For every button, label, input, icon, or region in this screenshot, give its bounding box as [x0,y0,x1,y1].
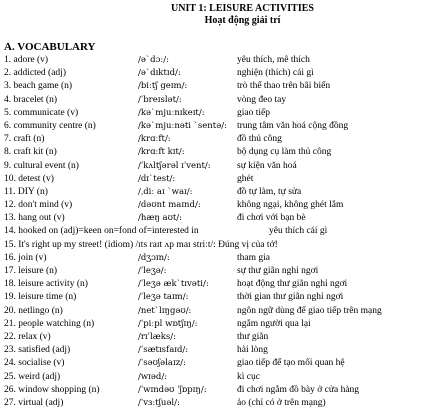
vocab-word: 16. join (v) [4,252,47,263]
vocab-item [4,357,433,370]
vocab-word: 17. leisure (n) [4,266,58,276]
vocab-pronunciation: /ˈsəʊʃəlaɪz/: [138,358,186,369]
vocab-pronunciation: /ˈvɜːtʃuəl/: [138,397,180,408]
vocab-word: 12. don't mind (v) [4,200,73,211]
vocab-word: 24. socialise (v) [4,358,65,369]
vocab-pronunciation: /kə`mjuːnɪkeɪt/: [138,107,205,118]
vocab-item [4,384,433,397]
vocab-word: 1. adore (v) [4,55,49,65]
vocab-pronunciation: /ˈwɪndəʊ ˈʃɒpɪŋ/: [138,384,207,395]
vocab-word: 26. window shopping (n) [4,384,100,395]
vocab-item [4,107,433,120]
vocab-item [4,331,433,344]
vocab-meaning: trung tâm văn hoá cộng đồng [237,120,349,131]
vocab-word: 4. bracelet (n) [4,94,58,105]
vocab-word: 2. addicted (adj) [4,68,66,79]
vocab-pronunciation: /krɑːft kɪt/: [138,147,185,158]
vocab-item [4,212,433,225]
vocab-item [4,305,433,318]
vocab-pronunciation: /hæŋ aʊt/: [138,213,182,224]
vocab-meaning: trò thể thao trên bãi biển [237,81,331,92]
vocab-pronunciation: /biːtʃ geɪm/: [138,81,188,92]
vocab-meaning: ngắm người qua lại [237,318,311,329]
vocab-word: 23. satisfied (adj) [4,345,71,356]
vocab-item [4,94,433,107]
vocab-full-line: 14. hooked on (adj)=keen on=fond of=interested in [4,226,199,237]
vocab-meaning: ngôn ngữ dùng để giao tiếp trên mạng [237,305,382,316]
vocab-pronunciation: /krɑːft/: [138,134,171,145]
vocab-word: 22. relax (v) [4,331,51,342]
vocab-item [4,252,433,265]
vocab-item [4,278,433,291]
vocab-pronunciation: /ˈkʌltʃərəl ɪˈvent/: [138,160,211,171]
vocab-word: 18. leisure activity (n) [4,279,88,290]
vocab-meaning: bộ dụng cụ làm thủ công [237,147,332,158]
vocab-item [4,225,433,238]
vocab-meaning: đi chơi ngắm đồ bày ở cửa hàng [237,384,360,395]
vocab-pronunciation: /kə`mjuːnəti `sentə/: [138,120,227,131]
vocab-meaning: đi chơi với bạn bè [237,213,306,224]
vocab-meaning: thời gian thư giãn nghỉ ngơi [237,292,344,303]
vocab-meaning: giao tiếp để tạo mối quan hệ [237,358,345,369]
vocab-word: 6. community centre (n) [4,120,96,131]
vocab-item [4,265,433,278]
vocab-word: 5. communicate (v) [4,107,79,118]
vocab-full-line: 15. It's right up my street! (idiom) /ɪts raɪt ʌp maɪ striːt/: Đúng vị của tớ! [4,239,278,250]
vocab-meaning: ghét [237,173,254,184]
vocab-item [4,54,433,67]
vocab-item [4,67,433,80]
vocabulary-list [4,54,433,410]
vocab-meaning: không ngại, không ghét lắm [237,200,344,211]
vocab-meaning: thư giãn [237,331,269,342]
vocab-pronunciation: /ˈpiːpl wɒtʃɪŋ/: [138,318,198,329]
vocab-meaning: ảo (chỉ có ở trên mạng) [237,397,326,408]
vocab-pronunciation: /ˈsætɪsfaɪd/: [138,345,189,356]
vocab-word: 11. DIY (n) [4,186,48,197]
vocab-word: 7. craft (n) [4,134,45,145]
vocab-meaning: nghiện (thích) cái gì [237,68,314,79]
vocab-meaning: giao tiếp [237,107,270,118]
vocab-item [4,160,433,173]
vocab-item [4,173,433,186]
vocab-item [4,318,433,331]
vocab-pronunciation: /net`lɪŋgəʊ/: [138,305,192,316]
vocab-pronunciation: /wɪəd/: [138,371,168,382]
vocab-item [4,186,433,199]
vocab-meaning: hoạt động thư giãn nghỉ ngơi [237,279,348,290]
section-heading: A. VOCABULARY [4,41,96,53]
vocab-item [4,239,433,252]
vocab-meaning: đồ thủ công [237,134,282,145]
vocab-meaning: vòng đeo tay [237,94,287,105]
vocab-meaning: hài lòng [237,345,268,356]
vocab-item [4,133,433,146]
vocab-item [4,120,433,133]
vocab-pronunciation: /ˈleʒə taɪm/: [138,292,189,303]
vocab-pronunciation: /ˈleʒə/: [138,266,167,276]
vocab-pronunciation: /ˈbreɪslət/: [138,94,182,105]
vocab-pronunciation: /dəʊnt maɪnd/: [138,200,201,211]
vocab-pronunciation: /ə`dɔː/: [138,55,169,65]
unit-subtitle: Hoạt động giải trí [204,15,281,26]
vocab-word: 27. virtual (adj) [4,397,64,408]
vocab-item [4,80,433,93]
vocab-meaning: yêu thích cái gì [269,226,328,237]
vocab-pronunciation: /ə`dɪktɪd/: [138,68,181,79]
unit-title: UNIT 1: LEISURE ACTIVITIES [171,3,314,14]
vocab-pronunciation: /ˈleʒə æk`tɪvəti/: [138,279,209,290]
vocab-word: 20. netlingo (n) [4,305,63,316]
vocab-item [4,146,433,159]
vocab-meaning: kì cục [237,371,260,382]
vocab-item [4,344,433,357]
vocab-meaning: sự kiện văn hoá [237,160,297,171]
vocab-word: 19. leisure time (n) [4,292,77,303]
vocab-word: 13. hang out (v) [4,213,65,224]
vocab-meaning: sự thư giãn nghỉ ngơi [237,266,319,276]
vocab-item [4,199,433,212]
vocab-pronunciation: /dʒɔɪn/: [138,252,170,263]
vocab-pronunciation: /ˌdiː aɪ `waɪ/: [138,186,193,197]
vocab-item [4,371,433,384]
vocab-meaning: yêu thích, mê thích [237,55,310,65]
vocab-word: 21. people watching (n) [4,318,95,329]
vocab-pronunciation: /dɪ`test/: [138,173,176,184]
vocab-item [4,397,433,410]
vocab-word: 3. beach game (n) [4,81,73,92]
vocab-pronunciation: /rɪˈlæks/: [138,331,176,342]
vocab-meaning: tham gia [237,252,270,263]
vocab-word: 9. cultural event (n) [4,160,79,171]
vocab-word: 8. craft kit (n) [4,147,57,158]
vocab-meaning: đồ tự làm, tự sửa [237,186,302,197]
vocab-item [4,291,433,304]
vocab-word: 10. detest (v) [4,173,54,184]
vocab-word: 25. weird (adj) [4,371,61,382]
